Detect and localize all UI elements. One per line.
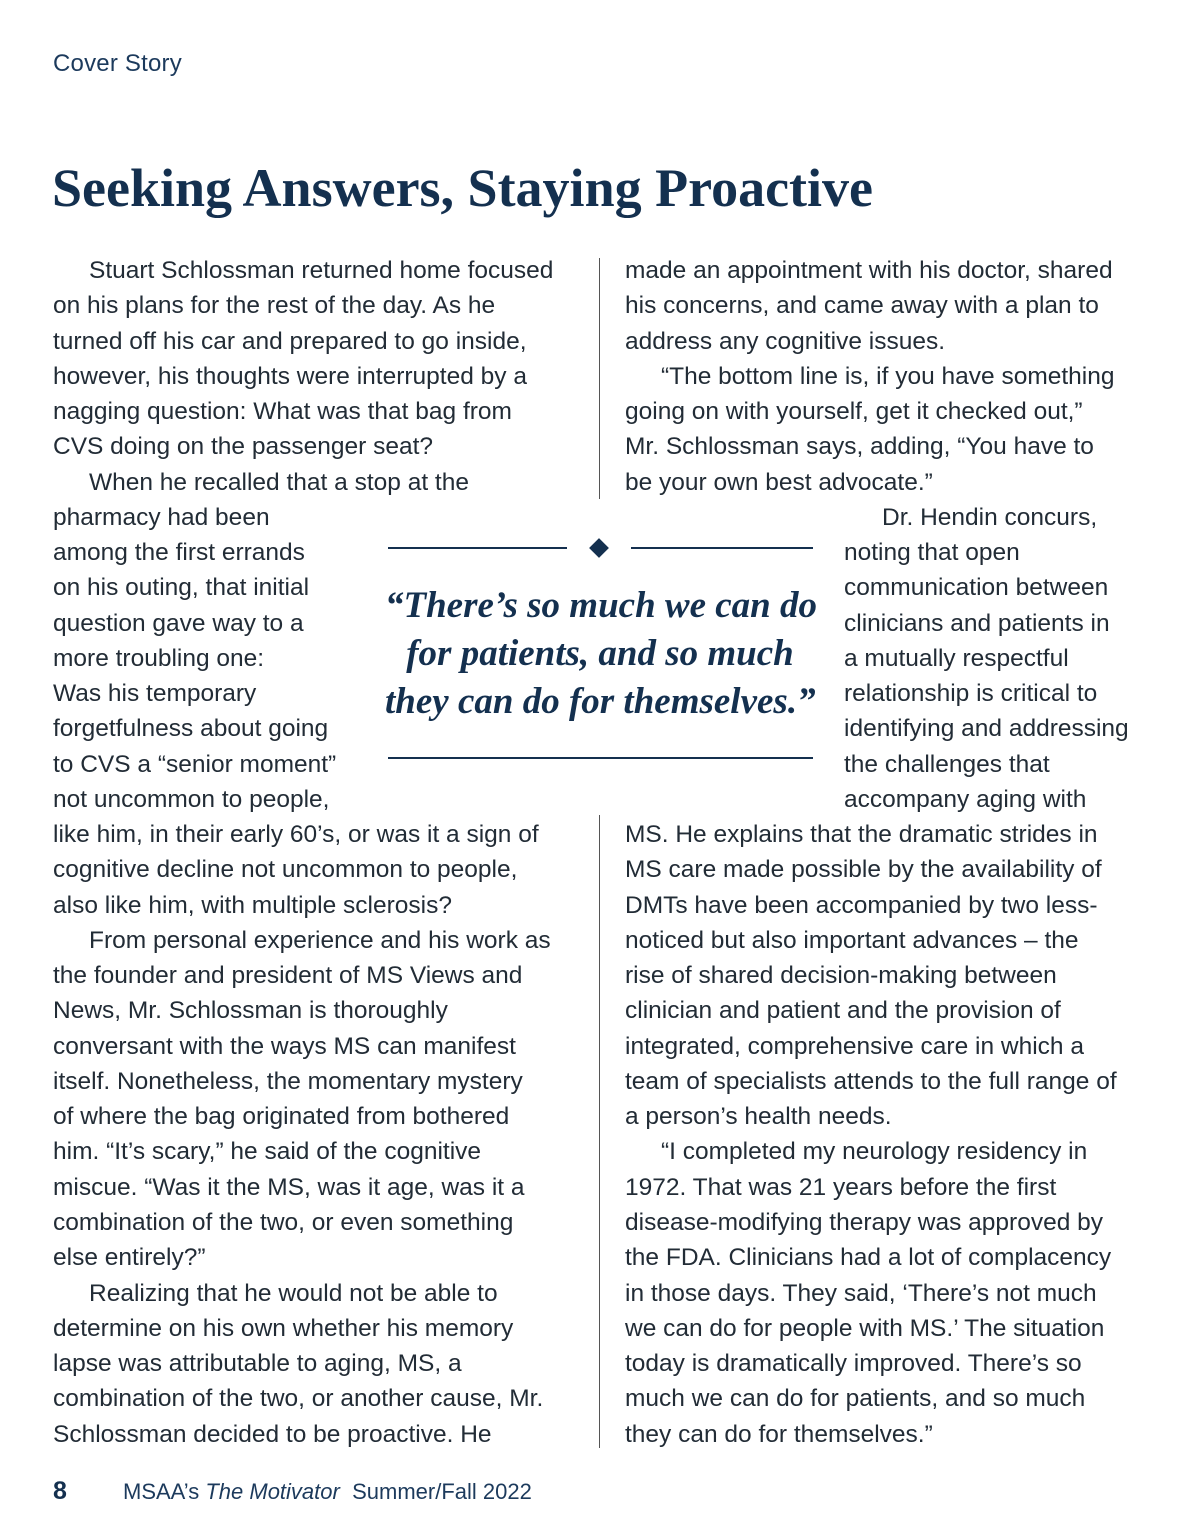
footer-issue: Summer/Fall 2022 xyxy=(352,1479,532,1504)
body-line: Was his temporary xyxy=(53,680,257,707)
body-line: itself. Nonetheless, the momentary mystery xyxy=(53,1068,523,1095)
page-title: Seeking Answers, Staying Proactive xyxy=(52,158,873,218)
column-rule-bottom xyxy=(599,815,600,1448)
footer-publisher: MSAA’s xyxy=(123,1479,200,1504)
pull-quote-rule-left xyxy=(388,547,567,549)
body-line: to CVS a “senior moment” xyxy=(53,751,337,778)
body-line: CVS doing on the passenger seat? xyxy=(53,433,434,460)
body-line: his concerns, and came away with a plan to xyxy=(625,292,1099,319)
body-line: cognitive decline not uncommon to people, xyxy=(53,856,518,883)
page-number: 8 xyxy=(53,1477,67,1505)
body-line: rise of shared decision-making between xyxy=(625,962,1057,989)
body-line: relationship is critical to xyxy=(844,680,1098,707)
body-line: be your own best advocate.” xyxy=(625,469,933,496)
body-line: turned off his car and prepared to go inside, xyxy=(53,328,527,355)
pull-quote-line: they can do for themselves.” xyxy=(385,681,816,722)
body-line: today is dramatically improved. There’s so xyxy=(625,1350,1082,1377)
column-rule-top xyxy=(599,258,600,499)
body-line: him. “It’s scary,” he said of the cognitive xyxy=(53,1138,482,1165)
footer-publication-title: The Motivator xyxy=(205,1479,340,1504)
body-line: disease-modifying therapy was approved by xyxy=(625,1209,1104,1236)
body-line: identifying and addressing xyxy=(844,715,1129,742)
body-line: forgetfulness about going xyxy=(53,715,329,742)
pull-quote-rule-bottom xyxy=(388,757,813,759)
body-line: 1972. That was 21 years before the first xyxy=(625,1174,1057,1201)
body-line: noting that open xyxy=(844,539,1020,566)
body-line: like him, in their early 60’s, or was it a sign of xyxy=(53,821,539,848)
body-line: “I completed my neurology residency in xyxy=(661,1138,1088,1165)
body-line: lapse was attributable to aging, MS, a xyxy=(53,1350,462,1377)
body-line: nagging question: What was that bag from xyxy=(53,398,512,425)
pull-quote-text xyxy=(385,582,818,726)
body-line: When he recalled that a stop at the xyxy=(89,469,469,496)
body-line: clinician and patient and the provision of xyxy=(625,997,1061,1024)
body-line: Schlossman decided to be proactive. He xyxy=(53,1421,492,1448)
body-line: of where the bag originated from bothered xyxy=(53,1103,510,1130)
body-line: DMTs have been accompanied by two less- xyxy=(625,892,1098,919)
body-line: they can do for themselves.” xyxy=(625,1421,933,1448)
body-line: in those days. They said, ‘There’s not much xyxy=(625,1280,1097,1307)
body-line: address any cognitive issues. xyxy=(625,328,946,355)
pull-quote-line: “There’s so much we can do xyxy=(385,585,818,626)
body-line: MS care made possible by the availability of xyxy=(625,856,1102,883)
body-line: the founder and president of MS Views and xyxy=(53,962,523,989)
body-line: Stuart Schlossman returned home focused xyxy=(89,257,554,284)
pull-quote-line: for patients, and so much xyxy=(406,633,794,674)
body-line: we can do for people with MS.’ The situation xyxy=(625,1315,1105,1342)
section-label: Cover Story xyxy=(53,50,182,77)
body-line: clinicians and patients in xyxy=(844,610,1110,637)
body-line: more troubling one: xyxy=(53,645,265,672)
pull-quote-rule-right xyxy=(631,547,813,549)
body-line: Mr. Schlossman says, adding, “You have to xyxy=(625,433,1094,460)
body-line: much we can do for patients, and so much xyxy=(625,1385,1086,1412)
diamond-icon xyxy=(589,538,609,558)
body-line: determine on his own whether his memory xyxy=(53,1315,514,1342)
body-line: Realizing that he would not be able to xyxy=(89,1280,498,1307)
body-line: the challenges that xyxy=(844,751,1050,778)
body-line: team of specialists attends to the full range of xyxy=(625,1068,1117,1095)
body-line: also like him, with multiple sclerosis? xyxy=(53,892,452,919)
body-line: integrated, comprehensive care in which a xyxy=(625,1033,1084,1060)
footer-publication xyxy=(123,1479,532,1505)
body-line: “The bottom line is, if you have something xyxy=(661,363,1115,390)
body-line: Dr. Hendin concurs, xyxy=(882,504,1098,531)
body-line: combination of the two, or even something xyxy=(53,1209,514,1236)
body-line: News, Mr. Schlossman is thoroughly xyxy=(53,997,448,1024)
body-line: made an appointment with his doctor, shared xyxy=(625,257,1113,284)
body-line: else entirely?” xyxy=(53,1244,206,1271)
body-line: on his plans for the rest of the day. As he xyxy=(53,292,496,319)
body-line: combination of the two, or another cause, Mr. xyxy=(53,1385,544,1412)
body-line: on his outing, that initial xyxy=(53,574,310,601)
body-line: From personal experience and his work as xyxy=(89,927,551,954)
body-line: conversant with the ways MS can manifest xyxy=(53,1033,516,1060)
body-line: however, his thoughts were interrupted by a xyxy=(53,363,527,390)
body-line: accompany aging with xyxy=(844,786,1087,813)
body-line: going on with yourself, get it checked out,” xyxy=(625,398,1083,425)
body-line: noticed but also important advances – the xyxy=(625,927,1079,954)
body-line: a mutually respectful xyxy=(844,645,1069,672)
body-line: miscue. “Was it the MS, was it age, was it a xyxy=(53,1174,525,1201)
body-line: not uncommon to people, xyxy=(53,786,330,813)
body-line: MS. He explains that the dramatic strides in xyxy=(625,821,1098,848)
body-line: the FDA. Clinicians had a lot of complacency xyxy=(625,1244,1112,1271)
body-line: pharmacy had been xyxy=(53,504,270,531)
body-line: a person’s health needs. xyxy=(625,1103,892,1130)
body-line: among the first errands xyxy=(53,539,305,566)
body-line: question gave way to a xyxy=(53,610,304,637)
body-line: communication between xyxy=(844,574,1109,601)
